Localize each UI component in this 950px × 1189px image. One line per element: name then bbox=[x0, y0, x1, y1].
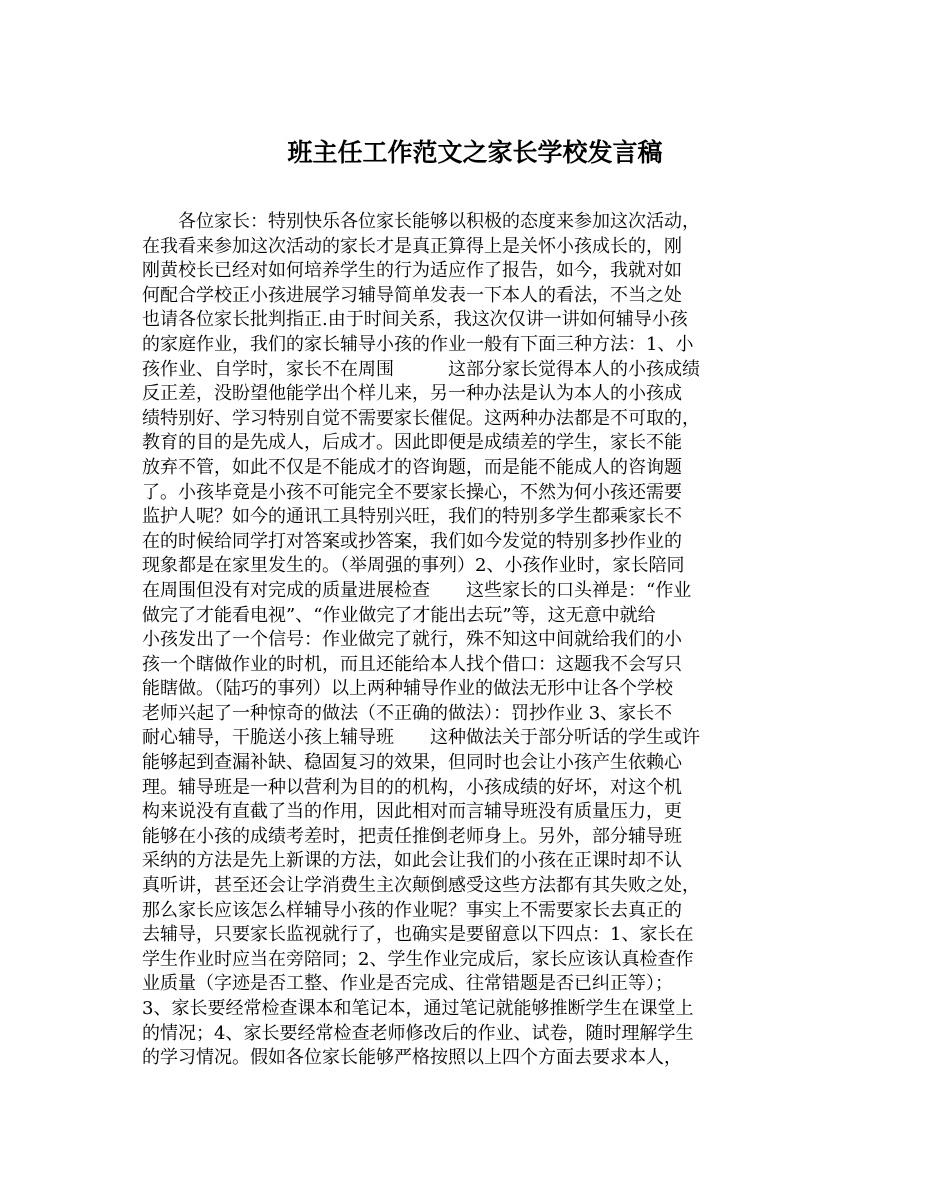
body-line: 理。辅导班是一种以营利为目的的机构，小孩成绩的好坏，对这个机 bbox=[142, 776, 682, 798]
body-line: 的情况；4、家长要经常检查老师修改后的作业、试卷，随时理解学生 bbox=[142, 1022, 694, 1044]
body-line: 那么家长应该怎么样辅导小孩的作业呢？事实上不需要家长去真正的 bbox=[142, 899, 682, 921]
body-line: 现象都是在家里发生的。（举周强的事列）2、小孩作业时，家长陪同 bbox=[142, 555, 685, 577]
document-body bbox=[142, 210, 826, 1071]
body-line: 何配合学校正小孩进展学习辅导简单发表一下本人的看法，不当之处 bbox=[142, 284, 682, 306]
body-line: 业质量（字迹是否工整、作业是否完成、往常错题是否已纠正等）； bbox=[142, 973, 673, 995]
body-line: 真听讲，甚至还会让学消费生主次颠倒感受这些方法都有其失败之处， bbox=[142, 875, 700, 897]
body-line: 构来说没有直截了当的作用，因此相对而言辅导班没有质量压力，更 bbox=[142, 801, 682, 823]
body-line: 在我看来参加这次活动的家长才是真正算得上是关怀小孩成长的，刚 bbox=[142, 235, 682, 257]
body-line: 放弃不管，如此不仅是不能成才的咨询题，而是能不能成人的咨询题 bbox=[142, 456, 682, 478]
body-line: 反正差，没盼望他能学出个样儿来，另一种办法是认为本人的小孩成 bbox=[142, 383, 682, 405]
body-line: 在周围但没有对完成的质量进展检查 这些家长的口头禅是：“作业 bbox=[142, 579, 692, 601]
body-line: 的学习情况。假如各位家长能够严格按照以上四个方面去要求本人， bbox=[142, 1047, 682, 1069]
body-line: 学生作业时应当在旁陪同；2、学生作业完成后，家长应该认真检查作 bbox=[142, 948, 694, 970]
body-line: 刚黄校长已经对如何培养学生的行为适应作了报告，如今，我就对如 bbox=[142, 260, 682, 282]
body-line: 3、家长要经常检查课本和笔记本，通过笔记就能够推断学生在课堂上 bbox=[142, 998, 694, 1019]
body-line: 了。小孩毕竟是小孩不可能完全不要家长操心，不然为何小孩还需要 bbox=[142, 481, 682, 503]
body-line: 绩特别好、学习特别自觉不需要家长催促。这两种办法都是不可取的， bbox=[142, 407, 700, 429]
body-line: 教育的目的是先成人，后成才。因此即便是成绩差的学生，家长不能 bbox=[142, 432, 682, 454]
body-line: 做完了才能看电视”、“作业做完了才能出去玩”等，这无意中就给 bbox=[142, 604, 656, 626]
body-line: 孩一个瞎做作业的时机，而且还能给本人找个借口：这题我不会写只 bbox=[142, 653, 682, 675]
body-line: 在的时候给同学打对答案或抄答案，我们如今发觉的特别多抄作业的 bbox=[142, 530, 682, 552]
body-line: 老师兴起了一种惊奇的做法（不正确的做法）：罚抄作业 3、家长不 bbox=[142, 702, 673, 724]
body-line: 能够在小孩的成绩考差时，把责任推倒老师身上。另外，部分辅导班 bbox=[142, 825, 682, 847]
body-line: 耐心辅导，干脆送小孩上辅导班 这种做法关于部分听话的学生或许 bbox=[142, 727, 700, 749]
body-line: 各位家长：特别快乐各位家长能够以积极的态度来参加这次活动， bbox=[142, 211, 700, 232]
body-line: 能瞎做。（陆巧的事列）以上两种辅导作业的做法无形中让各个学校 bbox=[142, 678, 673, 700]
document-title: 班主任工作范文之家长学校发言稿 bbox=[287, 138, 663, 167]
body-line: 孩作业、自学时，家长不在周围 这部分家长觉得本人的小孩成绩 bbox=[142, 358, 700, 380]
body-line: 能够起到查漏补缺、稳固复习的效果，但同时也会让小孩产生依赖心 bbox=[142, 752, 682, 774]
body-line: 监护人呢？如今的通讯工具特别兴旺，我们的特别多学生都乘家长不 bbox=[142, 506, 682, 528]
body-line: 去辅导，只要家长监视就行了，也确实是要留意以下四点：1、家长在 bbox=[142, 924, 694, 946]
body-line: 也请各位家长批判指正.由于时间关系，我这次仅讲一讲如何辅导小孩 bbox=[142, 309, 688, 331]
body-line: 的家庭作业，我们的家长辅导小孩的作业一般有下面三种方法：1、小 bbox=[142, 333, 694, 355]
body-line: 小孩发出了一个信号：作业做完了就行，殊不知这中间就给我们的小 bbox=[142, 629, 682, 651]
body-line: 采纳的方法是先上新课的方法，如此会让我们的小孩在正课时却不认 bbox=[142, 850, 682, 872]
